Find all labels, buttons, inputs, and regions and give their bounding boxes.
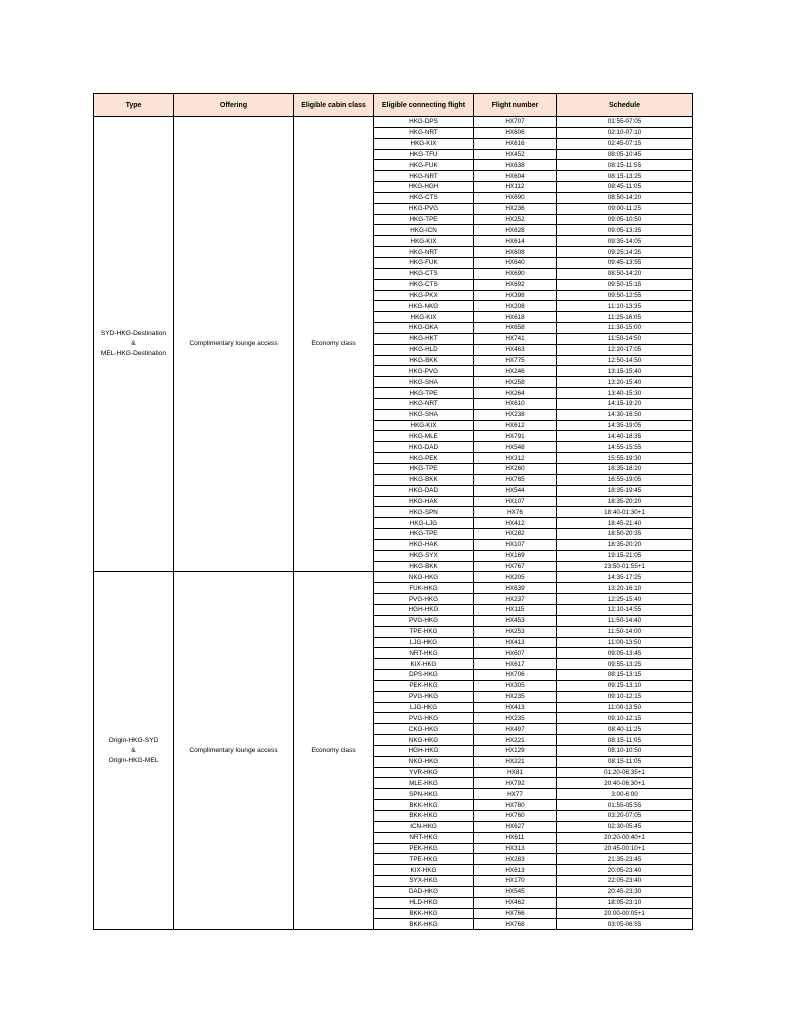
schedule-cell: 12:10-14:55 [557, 604, 693, 615]
route-cell: MLE-HKG [374, 778, 474, 789]
route-cell: HKG-KIX [374, 138, 474, 149]
flight-number-cell: HX608 [474, 247, 557, 258]
route-cell: HKG-BKK [374, 355, 474, 366]
route-cell: PVG-HKG [374, 594, 474, 605]
schedule-cell: 18:40-01:30+1 [557, 507, 693, 518]
group-type-cell [94, 572, 174, 930]
schedule-cell: 11:10-13:35 [557, 301, 693, 312]
route-cell: HKG-BKK [374, 561, 474, 572]
flight-number-cell: HX639 [474, 583, 557, 594]
group-type-line: MEL-HKG-Destination [100, 350, 167, 358]
schedule-cell: 01:55-05:55 [557, 800, 693, 811]
schedule-cell: 08:50-14:20 [557, 192, 693, 203]
schedule-cell: 09:50-15:15 [557, 279, 693, 290]
flight-number-cell: HX235 [474, 713, 557, 724]
schedule-cell: 14:30-16:50 [557, 409, 693, 420]
route-cell: HKG-HGH [374, 182, 474, 193]
schedule-cell: 09:55-13:25 [557, 659, 693, 670]
route-cell: YVR-HKG [374, 767, 474, 778]
flight-number-cell: HX260 [474, 464, 557, 475]
schedule-cell: 20:40-06:30+1 [557, 778, 693, 789]
schedule-cell: 02:10-07:10 [557, 127, 693, 138]
flight-number-cell: HX283 [474, 854, 557, 865]
group-cabin-cell: Economy class [294, 117, 374, 572]
flight-number-cell: HX236 [474, 203, 557, 214]
schedule-cell: 11:00-13:50 [557, 702, 693, 713]
route-cell: HKG-HKT [374, 333, 474, 344]
flight-number-cell: HX791 [474, 431, 557, 442]
flight-number-cell: HX616 [474, 138, 557, 149]
route-cell: ICN-HKG [374, 821, 474, 832]
schedule-cell: 03:20-07:05 [557, 811, 693, 822]
flight-number-cell: HX604 [474, 171, 557, 182]
schedule-cell: 08:40-11:25 [557, 724, 693, 735]
route-cell: TPE-HKG [374, 854, 474, 865]
flight-number-cell: HX81 [474, 767, 557, 778]
route-cell: BKK-HKG [374, 908, 474, 919]
schedule-cell: 23:50-01:55+1 [557, 561, 693, 572]
group-offering-cell: Complimentary lounge access [174, 117, 294, 572]
route-cell: HKG-NKG [374, 301, 474, 312]
schedule-cell: 01:20-06:35+1 [557, 767, 693, 778]
flight-number-cell: HX221 [474, 735, 557, 746]
route-cell: HKG-LJG [374, 518, 474, 529]
route-cell: LJG-HKG [374, 702, 474, 713]
schedule-cell: 18:35-19:45 [557, 485, 693, 496]
route-cell: HKG-TPE [374, 388, 474, 399]
flight-number-cell: HX264 [474, 388, 557, 399]
schedule-cell: 09:00-11:25 [557, 203, 693, 214]
schedule-cell: 03:05-06:55 [557, 919, 693, 930]
flight-number-cell: HX707 [474, 117, 557, 128]
flight-number-cell: HX413 [474, 702, 557, 713]
flight-number-cell: HX112 [474, 182, 557, 193]
group-cabin-cell: Economy class [294, 572, 374, 930]
schedule-cell: 13:40-15:30 [557, 388, 693, 399]
schedule-cell: 21:35-23:45 [557, 854, 693, 865]
flight-number-cell: HX497 [474, 724, 557, 735]
flight-number-cell: HX115 [474, 604, 557, 615]
flight-number-cell: HX627 [474, 821, 557, 832]
flight-number-cell: HX169 [474, 550, 557, 561]
group-type-line: & [131, 340, 136, 348]
schedule-cell: 3:00-6:00 [557, 789, 693, 800]
route-cell: HKG-NRT [374, 171, 474, 182]
flight-number-cell: HX780 [474, 800, 557, 811]
header-offering: Offering [174, 94, 294, 117]
flight-number-cell: HX312 [474, 453, 557, 464]
schedule-cell: 08:15-13:25 [557, 171, 693, 182]
flight-number-cell: HX246 [474, 366, 557, 377]
flight-number-cell: HX628 [474, 225, 557, 236]
route-cell: DAD-HKG [374, 886, 474, 897]
schedule-cell: 08:15-11:55 [557, 160, 693, 171]
schedule-cell: 18:50-20:35 [557, 529, 693, 540]
flight-number-cell: HX548 [474, 442, 557, 453]
route-cell: NRT-HKG [374, 832, 474, 843]
flight-number-cell: HX775 [474, 355, 557, 366]
schedule-cell: 02:45-07:15 [557, 138, 693, 149]
schedule-cell: 11:50-14:50 [557, 333, 693, 344]
flight-number-cell: HX313 [474, 843, 557, 854]
flight-number-cell: HX107 [474, 539, 557, 550]
table-body [94, 117, 693, 930]
route-cell: HKG-PEK [374, 453, 474, 464]
lounge-eligibility-table [93, 93, 693, 930]
route-cell: HKG-ICN [374, 225, 474, 236]
route-cell: HKG-SHA [374, 409, 474, 420]
route-cell: HKG-TPE [374, 464, 474, 475]
route-cell: HKG-HAK [374, 496, 474, 507]
flight-number-cell: HX760 [474, 811, 557, 822]
route-cell: HKG-OKA [374, 323, 474, 334]
route-cell: SPN-HKG [374, 789, 474, 800]
route-cell: HKG-HAK [374, 539, 474, 550]
schedule-cell: 01:55-07:05 [557, 117, 693, 128]
group-offering-cell: Complimentary lounge access [174, 572, 294, 930]
route-cell: HKG-CTS [374, 192, 474, 203]
flight-number-cell: HX611 [474, 832, 557, 843]
route-cell: HKG-FUK [374, 160, 474, 171]
route-cell: HKG-TPE [374, 529, 474, 540]
flight-number-cell: HX765 [474, 474, 557, 485]
flight-number-cell: HX252 [474, 214, 557, 225]
route-cell: PVG-HKG [374, 615, 474, 626]
route-cell: HKG-KIX [374, 236, 474, 247]
route-cell: HKG-DAD [374, 485, 474, 496]
schedule-cell: 09:10-12:15 [557, 691, 693, 702]
header-connecting-flight: Eligible connecting flight [374, 94, 474, 117]
schedule-cell: 13:20-15:40 [557, 377, 693, 388]
schedule-cell: 02:30-05:45 [557, 821, 693, 832]
route-cell: HKG-FUK [374, 257, 474, 268]
flight-number-cell: HX614 [474, 236, 557, 247]
route-cell: SYX-HKG [374, 876, 474, 887]
header-row [94, 94, 693, 117]
schedule-cell: 08:10-10:50 [557, 745, 693, 756]
table-header [94, 94, 693, 117]
schedule-cell: 12:20-17:05 [557, 344, 693, 355]
flight-number-cell: HX690 [474, 268, 557, 279]
flight-number-cell: HX658 [474, 323, 557, 334]
route-cell: FUK-HKG [374, 583, 474, 594]
flight-number-cell: HX235 [474, 691, 557, 702]
flight-number-cell: HX706 [474, 670, 557, 681]
route-cell: PVG-HKG [374, 713, 474, 724]
route-cell: BKK-HKG [374, 811, 474, 822]
schedule-cell: 14:35-17:25 [557, 572, 693, 583]
schedule-cell: 20:45-23:30 [557, 886, 693, 897]
flight-number-cell: HX617 [474, 659, 557, 670]
schedule-cell: 19:15-21:05 [557, 550, 693, 561]
route-cell: PEK-HKG [374, 680, 474, 691]
schedule-cell: 13:20-16:10 [557, 583, 693, 594]
flight-number-cell: HX453 [474, 615, 557, 626]
flight-number-cell: HX613 [474, 865, 557, 876]
flight-number-cell: HX208 [474, 301, 557, 312]
schedule-cell: 09:05-13:45 [557, 648, 693, 659]
route-cell: HKG-SPN [374, 507, 474, 518]
header-flight-number: Flight number [474, 94, 557, 117]
group-type-line: SYD-HKG-Destination [100, 330, 167, 338]
flight-number-cell: HX610 [474, 398, 557, 409]
route-cell: HKG-TPE [374, 214, 474, 225]
flight-table-container [93, 93, 692, 930]
flight-number-cell: HX766 [474, 908, 557, 919]
schedule-cell: 16:35-18:20 [557, 464, 693, 475]
schedule-cell: 13:15-15:40 [557, 366, 693, 377]
route-cell: HKG-SYX [374, 550, 474, 561]
group-type-line: Origin-HKG-MEL [108, 756, 159, 764]
flight-number-cell: HX205 [474, 572, 557, 583]
route-cell: KIX-HKG [374, 659, 474, 670]
flight-number-cell: HX129 [474, 745, 557, 756]
route-cell: CKG-HKG [374, 724, 474, 735]
flight-number-cell: HX398 [474, 290, 557, 301]
route-cell: HLD-HKG [374, 897, 474, 908]
schedule-cell: 22:05-23:40 [557, 876, 693, 887]
route-cell: NKG-HKG [374, 735, 474, 746]
flight-number-cell: HX767 [474, 561, 557, 572]
schedule-cell: 14:40-18:35 [557, 431, 693, 442]
flight-number-cell: HX412 [474, 518, 557, 529]
table-row [94, 117, 693, 128]
flight-number-cell: HX107 [474, 496, 557, 507]
schedule-cell: 14:15-19:20 [557, 398, 693, 409]
schedule-cell: 20:45-00:10+1 [557, 843, 693, 854]
flight-number-cell: HX237 [474, 594, 557, 605]
schedule-cell: 18:35-20:20 [557, 539, 693, 550]
header-type: Type [94, 94, 174, 117]
route-cell: HKG-DPS [374, 117, 474, 128]
route-cell: NRT-HKG [374, 648, 474, 659]
flight-number-cell: HX792 [474, 778, 557, 789]
flight-number-cell: HX452 [474, 149, 557, 160]
flight-number-cell: HX238 [474, 409, 557, 420]
schedule-cell: 09:50-12:55 [557, 290, 693, 301]
flight-number-cell: HX606 [474, 127, 557, 138]
route-cell: PVG-HKG [374, 691, 474, 702]
flight-number-cell: HX282 [474, 529, 557, 540]
group-type-cell [94, 117, 174, 572]
flight-number-cell: HX544 [474, 485, 557, 496]
route-cell: HKG-PVG [374, 366, 474, 377]
schedule-cell: 18:05-23:10 [557, 897, 693, 908]
flight-number-cell: HX640 [474, 257, 557, 268]
route-cell: HKG-CTS [374, 279, 474, 290]
schedule-cell: 11:30-15:00 [557, 323, 693, 334]
schedule-cell: 08:15-11:05 [557, 756, 693, 767]
flight-number-cell: HX612 [474, 420, 557, 431]
schedule-cell: 09:45-13:55 [557, 257, 693, 268]
flight-number-cell: HX413 [474, 637, 557, 648]
schedule-cell: 20:00-00:05+1 [557, 908, 693, 919]
route-cell: HKG-TFU [374, 149, 474, 160]
schedule-cell: 11:50-14:00 [557, 626, 693, 637]
route-cell: HKG-NRT [374, 127, 474, 138]
route-cell: BKK-HKG [374, 800, 474, 811]
route-cell: HKG-DAD [374, 442, 474, 453]
route-cell: HKG-PVG [374, 203, 474, 214]
route-cell: HKG-CTS [374, 268, 474, 279]
route-cell: HKG-MLE [374, 431, 474, 442]
schedule-cell: 16:55-19:05 [557, 474, 693, 485]
group-type-line: & [131, 746, 136, 754]
schedule-cell: 11:50-14:40 [557, 615, 693, 626]
schedule-cell: 15:55-19:30 [557, 453, 693, 464]
route-cell: HKG-KIX [374, 420, 474, 431]
schedule-cell: 09:25:14:25 [557, 247, 693, 258]
header-schedule: Schedule [557, 94, 693, 117]
route-cell: NKG-HKG [374, 572, 474, 583]
schedule-cell: 08:15-11:05 [557, 735, 693, 746]
flight-number-cell: HX77 [474, 789, 557, 800]
route-cell: TPE-HKG [374, 626, 474, 637]
route-cell: BKK-HKG [374, 919, 474, 930]
flight-number-cell: HX741 [474, 333, 557, 344]
route-cell: HKG-SHA [374, 377, 474, 388]
flight-number-cell: HX170 [474, 876, 557, 887]
flight-number-cell: HX221 [474, 756, 557, 767]
schedule-cell: 14:35-19:05 [557, 420, 693, 431]
header-cabin-class: Eligible cabin class [294, 94, 374, 117]
flight-number-cell: HX692 [474, 279, 557, 290]
schedule-cell: 12:50-14:50 [557, 355, 693, 366]
schedule-cell: 20:05-23:40 [557, 865, 693, 876]
route-cell: HKG-HLD [374, 344, 474, 355]
route-cell: PEK-HKG [374, 843, 474, 854]
route-cell: NKG-HKG [374, 756, 474, 767]
route-cell: LJG-HKG [374, 637, 474, 648]
schedule-cell: 20:20-00:40+1 [557, 832, 693, 843]
flight-number-cell: HX253 [474, 626, 557, 637]
schedule-cell: 09:05-10:50 [557, 214, 693, 225]
flight-number-cell: HX768 [474, 919, 557, 930]
table-row [94, 572, 693, 583]
schedule-cell: 09:05-13:35 [557, 225, 693, 236]
schedule-cell: 12:25-15:40 [557, 594, 693, 605]
flight-number-cell: HX258 [474, 377, 557, 388]
route-cell: KIX-HKG [374, 865, 474, 876]
schedule-cell: 11:25-16:05 [557, 312, 693, 323]
flight-number-cell: HX305 [474, 680, 557, 691]
flight-number-cell: HX76 [474, 507, 557, 518]
route-cell: HGH-HKG [374, 745, 474, 756]
flight-number-cell: HX607 [474, 648, 557, 659]
group-type-line: Origin-HKG-SYD [108, 736, 159, 744]
flight-number-cell: HX463 [474, 344, 557, 355]
flight-number-cell: HX618 [474, 312, 557, 323]
route-cell: HKG-PKX [374, 290, 474, 301]
schedule-cell: 08:50-14:20 [557, 268, 693, 279]
route-cell: HKG-KIX [374, 312, 474, 323]
schedule-cell: 18:45-21:40 [557, 518, 693, 529]
schedule-cell: 11:00-13:50 [557, 637, 693, 648]
schedule-cell: 08:45-11:05 [557, 182, 693, 193]
schedule-cell: 08:15-13:15 [557, 670, 693, 681]
flight-number-cell: HX462 [474, 897, 557, 908]
route-cell: HKG-NRT [374, 247, 474, 258]
route-cell: DPS-HKG [374, 670, 474, 681]
flight-number-cell: HX638 [474, 160, 557, 171]
route-cell: HGH-HKG [374, 604, 474, 615]
schedule-cell: 09:35-14:05 [557, 236, 693, 247]
schedule-cell: 18:35-20:20 [557, 496, 693, 507]
schedule-cell: 09:10-12:15 [557, 713, 693, 724]
route-cell: HKG-BKK [374, 474, 474, 485]
flight-number-cell: HX690 [474, 192, 557, 203]
schedule-cell: 08:05-10:45 [557, 149, 693, 160]
schedule-cell: 14:55-15:55 [557, 442, 693, 453]
flight-number-cell: HX545 [474, 886, 557, 897]
schedule-cell: 09:15-13:10 [557, 680, 693, 691]
route-cell: HKG-NRT [374, 398, 474, 409]
